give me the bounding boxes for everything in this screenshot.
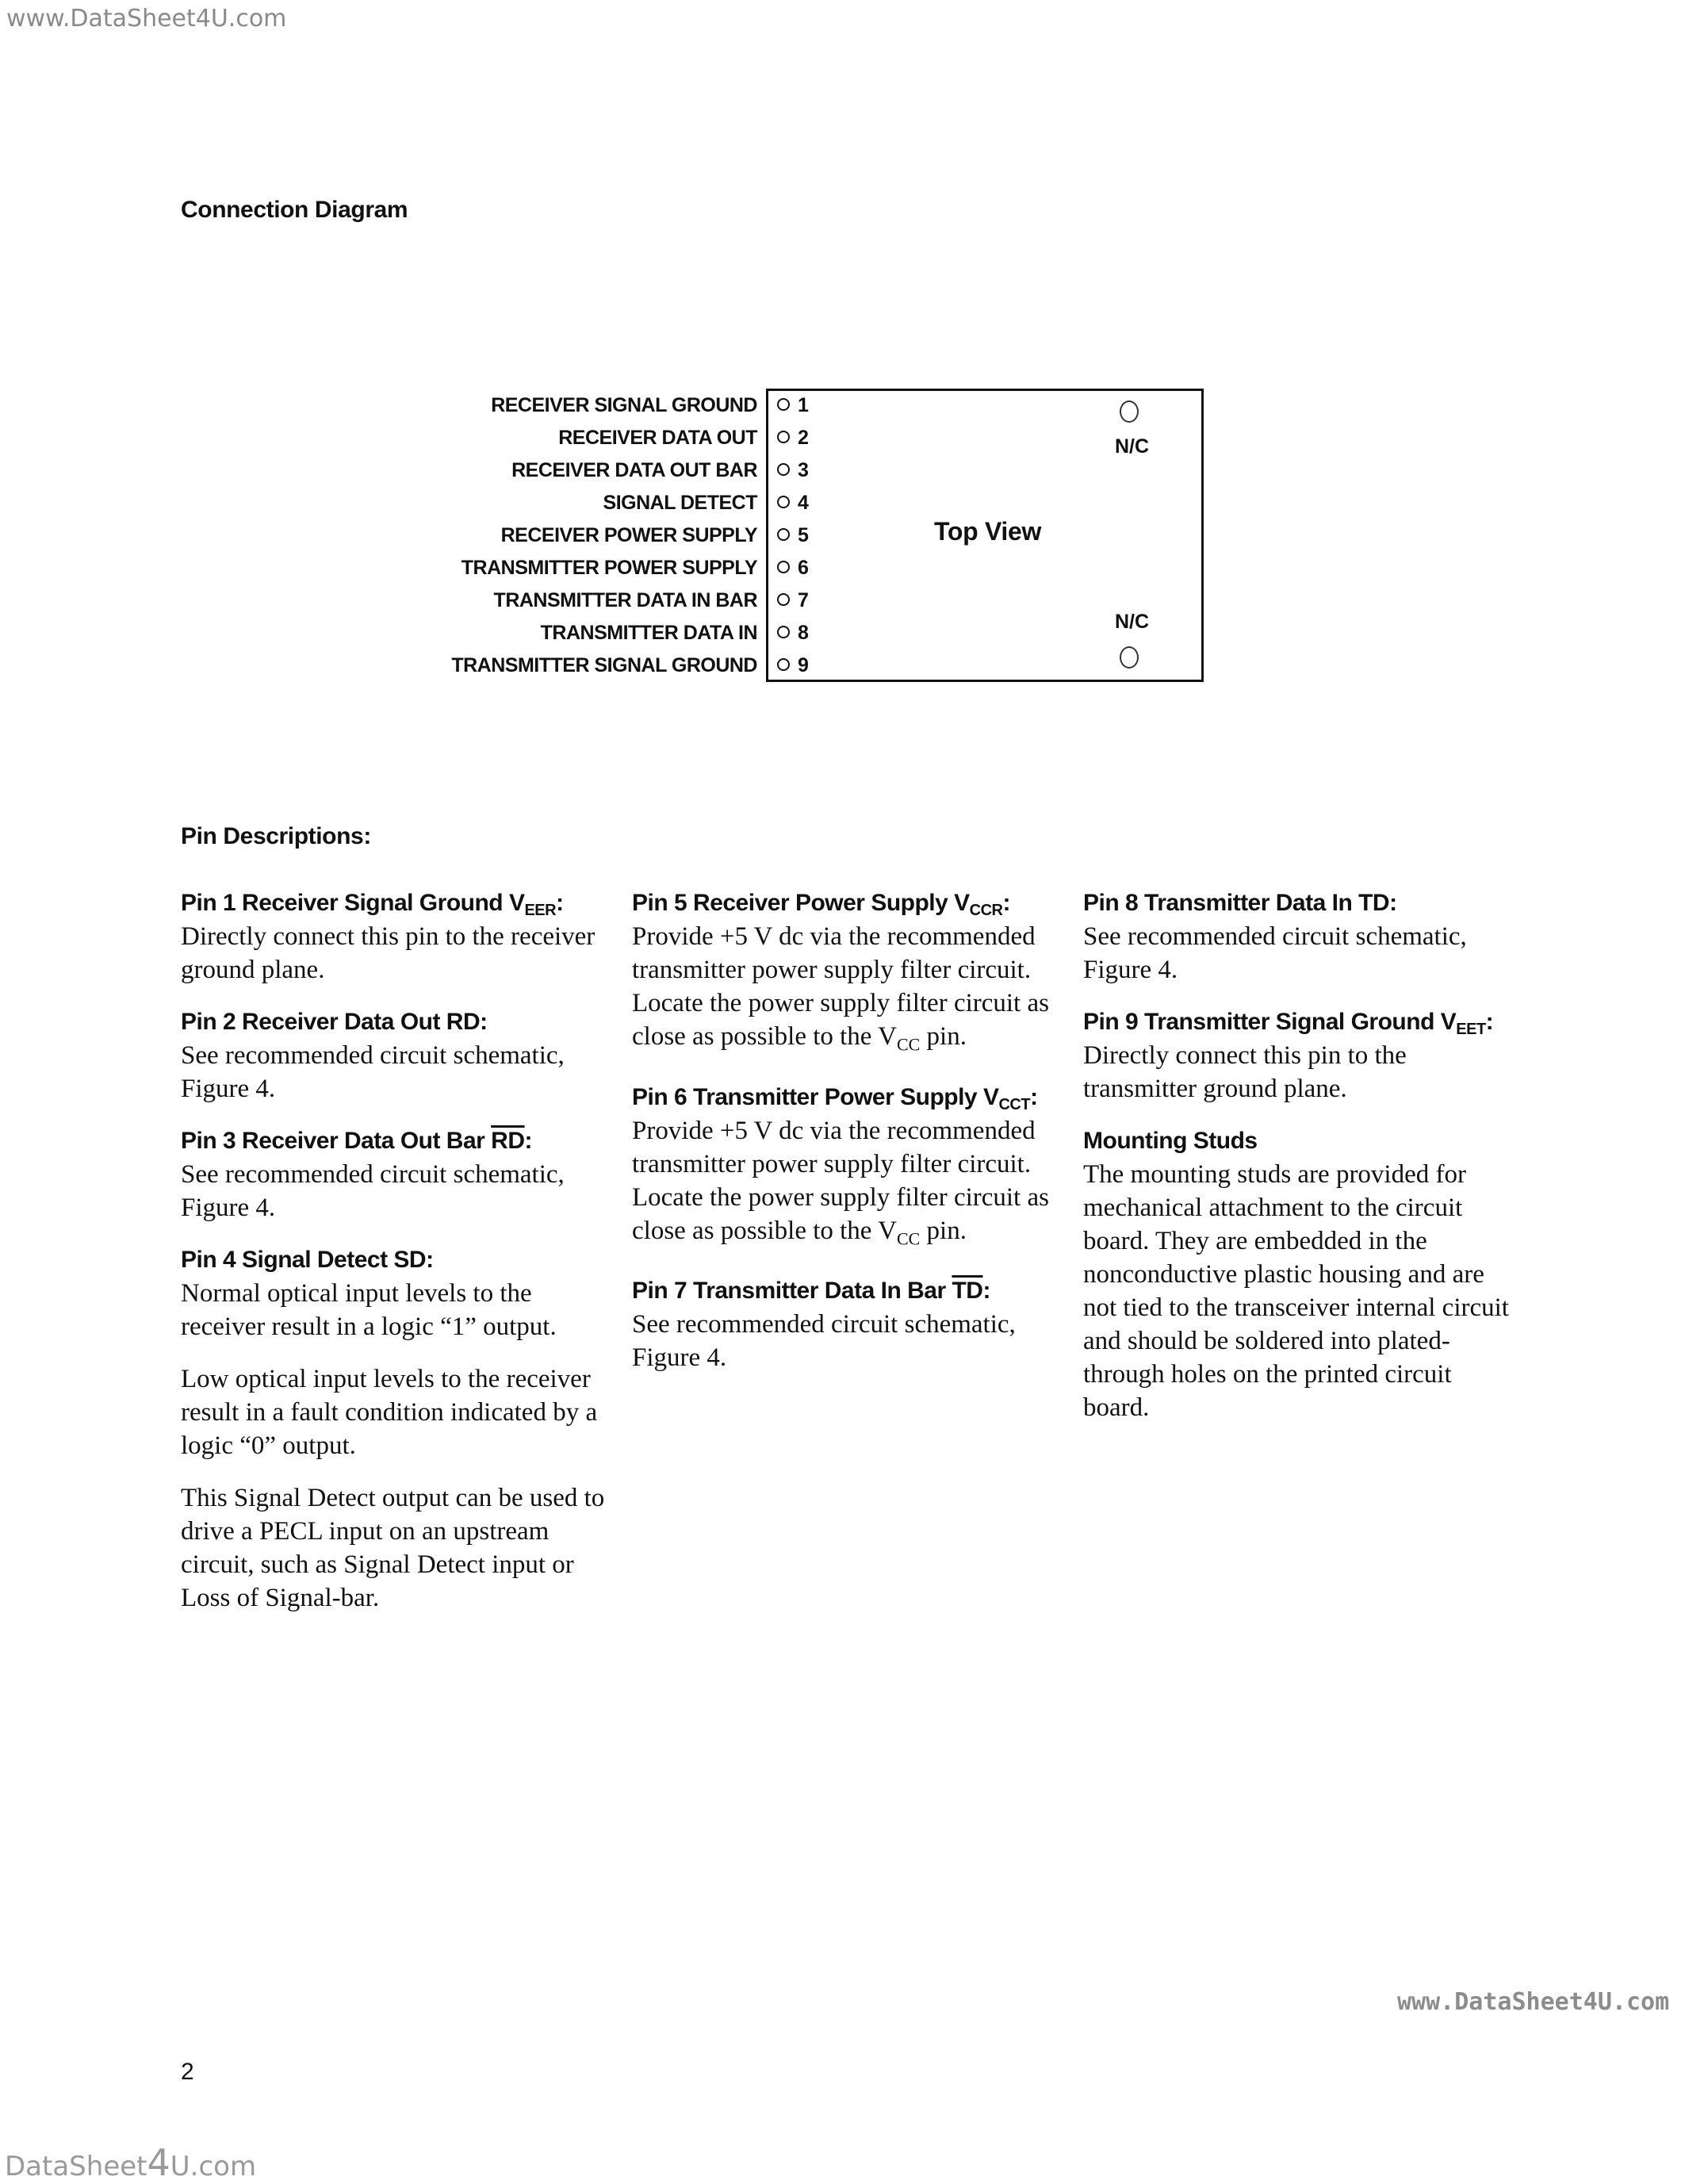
- pin-7-body: See recommended circuit schematic, Figure 4.: [632, 1310, 1016, 1373]
- pin-hole-icon: [777, 658, 790, 671]
- pin-descriptions-column-1: [181, 887, 609, 1634]
- pin-8: 8: [777, 622, 809, 645]
- pin-4-body-2: Low optical input levels to the receiver result in a fault condition indicated by a logic “0” output.: [181, 1365, 598, 1460]
- pin-5-description: [632, 887, 1060, 1062]
- pin-9-title: Pin 9 Transmitter Signal Ground $V_{EET}$:: [1083, 1009, 1494, 1038]
- pin-label-6: TRANSMITTER POWER SUPPLY: [461, 557, 757, 579]
- connection-diagram-heading: Connection Diagram: [181, 197, 408, 223]
- pin-label-3: RECEIVER DATA OUT BAR: [511, 459, 757, 481]
- mounting-stud-icon: [1120, 400, 1139, 423]
- pin-9: 9: [777, 654, 809, 677]
- pin-4-body-3: This Signal Detect output can be used to drive a PECL input on an upstream circuit, such as Signal Detect input or Loss of Signal-bar.: [181, 1484, 605, 1612]
- pin-2: 2: [777, 427, 809, 450]
- pin-hole-icon: [777, 463, 790, 476]
- pin-6-body: Provide +5 V dc via the recommended transmitter power supply filter circuit. Locate the power supply filter circuit as close as possible to the $V_{CC}$ pin.: [632, 1116, 1049, 1249]
- nc-label-top: N/C: [1115, 435, 1150, 458]
- mounting-studs-body: The mounting studs are provided for mechanical attachment to the circuit board. They are embedded in the nonconductive plastic housing and are not tied to the transceiver internal circuit and should be soldered into plated-through holes on the printed circuit board.: [1083, 1160, 1509, 1422]
- pin-9-body: Directly connect this pin to the transmitter ground plane.: [1083, 1041, 1407, 1103]
- mounting-studs-title: Mounting Studs: [1083, 1128, 1258, 1154]
- pin-6-title: Pin 6 Transmitter Power Supply $V_{CCT}$:: [632, 1083, 1038, 1113]
- pin-1-title: Pin 1 Receiver Signal Ground $V_{EER}$:: [181, 890, 564, 919]
- pin-1-body: Directly connect this pin to the receiver ground plane.: [181, 922, 595, 984]
- pin-1: 1: [777, 394, 809, 417]
- pin-6: 6: [777, 557, 809, 580]
- page-number: 2: [181, 2059, 194, 2085]
- pin-7-description: [632, 1274, 1060, 1374]
- pin-label-2: RECEIVER DATA OUT: [558, 427, 757, 449]
- pin-3-description: [181, 1125, 609, 1224]
- pin-hole-icon: [777, 626, 790, 638]
- pin-hole-icon: [777, 593, 790, 606]
- top-view-label: Top View: [934, 517, 1042, 546]
- pin-3: 3: [777, 459, 809, 482]
- pin-2-description: [181, 1006, 609, 1105]
- watermark-top: www.DataSheet4U.com: [6, 5, 287, 33]
- pin-hole-icon: [777, 398, 790, 411]
- pin-7-title: Pin 7 Transmitter Data In Bar $\overline{TD}$:: [632, 1278, 990, 1305]
- pin-3-title: Pin 3 Receiver Data Out Bar $\overline{RD}$:: [181, 1128, 533, 1154]
- pin-8-description: [1083, 887, 1511, 987]
- watermark-right: www.DataSheet4U.com: [1397, 1988, 1670, 2016]
- pin-8-body: See recommended circuit schematic, Figure 4.: [1083, 922, 1467, 984]
- pin-6-description: [632, 1081, 1060, 1256]
- pin-hole-icon: [777, 528, 790, 541]
- pin-5-title: Pin 5 Receiver Power Supply $V_{CCR}$:: [632, 890, 1011, 919]
- mounting-stud-icon: [1120, 646, 1139, 669]
- pin-7: 7: [777, 589, 809, 612]
- pin-5: 5: [777, 524, 809, 547]
- pin-descriptions-column-2: [632, 887, 1060, 1393]
- pin-2-body: See recommended circuit schematic, Figure 4.: [181, 1041, 565, 1103]
- pin-hole-icon: [777, 561, 790, 573]
- pin-8-title: Pin 8 Transmitter Data In TD:: [1083, 890, 1397, 916]
- pin-label-8: TRANSMITTER DATA IN: [540, 622, 757, 644]
- pin-1-description: [181, 887, 609, 987]
- pin-5-body: Provide +5 V dc via the recommended transmitter power supply filter circuit. Locate the power supply filter circuit as close as possible to the $V_{CC}$ pin.: [632, 922, 1049, 1055]
- pin-descriptions-heading: Pin Descriptions:: [181, 823, 371, 849]
- pin-4-title: Pin 4 Signal Detect SD:: [181, 1247, 434, 1273]
- pin-descriptions-column-3: [1083, 887, 1511, 1443]
- pin-4-body-1: Normal optical input levels to the receiver result in a logic “1” output.: [181, 1279, 557, 1341]
- pin-4: 4: [777, 492, 809, 515]
- pin-2-title: Pin 2 Receiver Data Out RD:: [181, 1009, 488, 1035]
- watermark-bottom: DataSheet4U.com: [5, 2141, 257, 2184]
- pin-label-1: RECEIVER SIGNAL GROUND: [491, 394, 757, 416]
- pin-label-9: TRANSMITTER SIGNAL GROUND: [451, 654, 757, 676]
- mounting-studs-description: [1083, 1125, 1511, 1424]
- pin-3-body: See recommended circuit schematic, Figure 4.: [181, 1160, 565, 1222]
- pin-label-7: TRANSMITTER DATA IN BAR: [493, 589, 757, 611]
- pin-hole-icon: [777, 496, 790, 508]
- pin-hole-icon: [777, 431, 790, 443]
- pin-4-description: [181, 1243, 609, 1615]
- pin-label-4: SIGNAL DETECT: [603, 492, 757, 514]
- pin-9-description: [1083, 1006, 1511, 1105]
- nc-label-bottom: N/C: [1115, 611, 1150, 633]
- pin-label-5: RECEIVER POWER SUPPLY: [500, 524, 757, 546]
